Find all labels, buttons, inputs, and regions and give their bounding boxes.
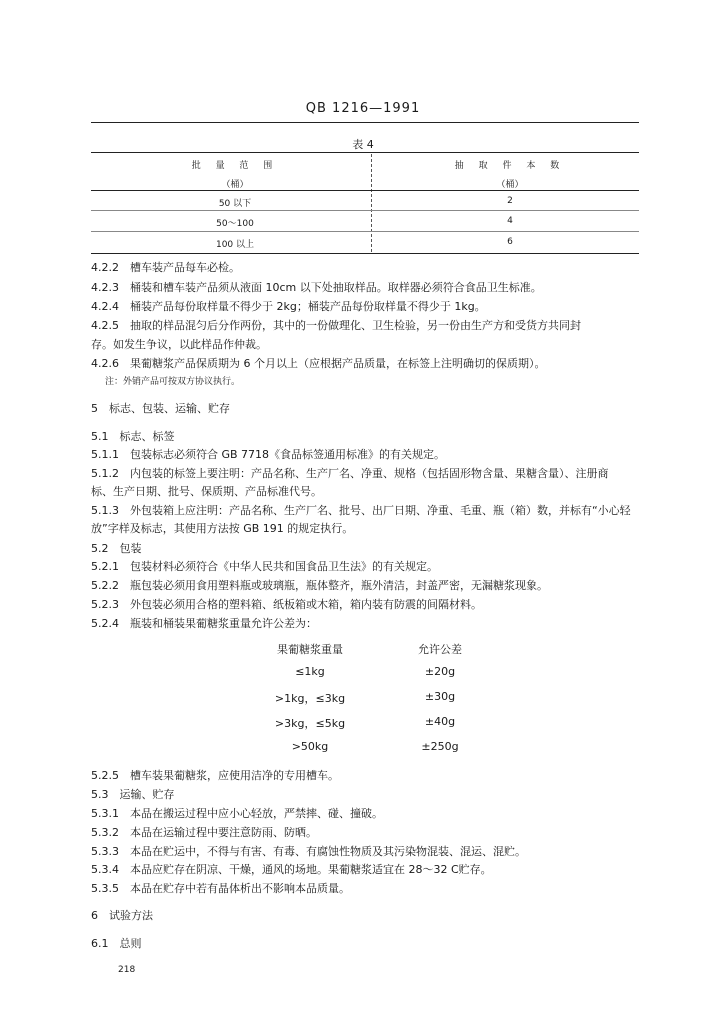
clause-5-3-1: 5.3.1 本品在搬运过程中应小心轻放，严禁摔、碰、撞破。 xyxy=(91,807,383,820)
clause-5-1-3-line1: 5.1.3 外包装箱上应注明：产品名称、生产厂名、批号、出厂日期、净重、毛重、瓶（箱）数，并标有“小心轻 xyxy=(91,504,631,517)
table-header-range-unit: （桶） xyxy=(221,180,249,190)
table-cell-range: 100 以上 xyxy=(215,240,255,250)
clause-5-1-3-line2: 放”字样及标志，其使用方法按 GB 191 的规定执行。 xyxy=(91,522,354,535)
table-cell-range: 50 以下 xyxy=(218,199,252,209)
table-row-rule xyxy=(91,231,639,232)
table-cell-count: 6 xyxy=(507,237,513,247)
weight-table-cell-tolerance: ±40g xyxy=(424,715,456,728)
clause-5-3-2: 5.3.2 本品在运输过程中要注意防雨、防晒。 xyxy=(91,826,317,839)
table-header-range: 批 量 范 围 xyxy=(191,161,279,171)
clause-4-2-6: 4.2.6 果葡糖浆产品保质期为 6 个月以上（应根据产品质量，在标签上注明确切的保质期）。 xyxy=(91,357,546,370)
weight-table-cell-weight: >1kg，≤3kg xyxy=(274,692,346,705)
clause-5-1-2-line1: 5.1.2 内包装的标签上要注明：产品名称、生产厂名、净重、规格（包括固形物含量、果糖含量）、注册商 xyxy=(91,467,609,480)
standard-code-header: QB 1216—1991 xyxy=(305,101,421,116)
clause-5-1-1: 5.1.1 包装标志必须符合 GB 7718《食品标签通用标准》的有关规定。 xyxy=(91,448,446,461)
section-5-title: 5 标志、包装、运输、贮存 xyxy=(91,402,230,415)
note-text: 注：外销产品可按双方协议执行。 xyxy=(105,377,241,387)
weight-table-cell-tolerance: ±30g xyxy=(424,690,456,703)
weight-table-cell-tolerance: ±20g xyxy=(424,665,456,678)
weight-table-cell-weight: >3kg，≤5kg xyxy=(274,717,346,730)
weight-table-cell-tolerance: ±250g xyxy=(421,740,459,753)
clause-5-3: 5.3 运输、贮存 xyxy=(91,788,175,801)
clause-5-3-3: 5.3.3 本品在贮运中，不得与有害、有毒、有腐蚀性物质及其污染物混装、混运、混贮。 xyxy=(91,845,526,858)
section-6-title: 6 试验方法 xyxy=(91,909,153,922)
table-header-rule xyxy=(91,190,639,191)
weight-table-cell-weight: >50kg xyxy=(291,740,329,753)
clause-5-2-5: 5.2.5 槽车装果葡糖浆，应使用洁净的专用槽车。 xyxy=(91,769,339,782)
page-number: 218 xyxy=(118,965,136,975)
clause-5-2-1: 5.2.1 包装材料必须符合《中华人民共和国食品卫生法》的有关规定。 xyxy=(91,560,438,573)
table-cell-count: 4 xyxy=(507,216,513,226)
clause-5-1: 5.1 标志、标签 xyxy=(91,430,175,443)
clause-4-2-5-line1: 4.2.5 抽取的样品混匀后分作两份，其中的一份做理化、卫生检验，另一份由生产方和受货方共同封 xyxy=(91,319,581,332)
clause-5-2-3: 5.2.3 外包装必须用合格的塑料箱、纸板箱或木箱，箱内装有防震的间隔材料。 xyxy=(91,598,482,611)
clause-4-2-5-line2: 存。如发生争议，以此样品作仲裁。 xyxy=(91,338,267,351)
table-caption: 表 4 xyxy=(352,138,374,151)
table-top-rule xyxy=(91,152,639,153)
table-cell-count: 2 xyxy=(507,196,513,206)
table-row-rule xyxy=(91,210,639,211)
clause-5-3-5: 5.3.5 本品在贮存中若有晶体析出不影响本品质量。 xyxy=(91,882,350,895)
clause-4-2-3: 4.2.3 桶装和槽车装产品须从液面 10cm 以下处抽取样品。取样器必须符合食品卫生标准。 xyxy=(91,281,542,294)
header-rule xyxy=(91,122,639,123)
table-cell-range: 50～100 xyxy=(216,219,254,229)
clause-5-3-4: 5.3.4 本品应贮存在阴凉、干燥，通风的场地。果葡糖浆适宜在 28～32 C贮存。 xyxy=(91,863,492,876)
table-header-count: 抽 取 件 本 数 xyxy=(454,161,566,171)
weight-table-header-tolerance: 允许公差 xyxy=(418,643,462,656)
weight-table-header-weight: 果葡糖浆重量 xyxy=(277,643,343,656)
clause-4-2-2: 4.2.2 槽车装产品每车必检。 xyxy=(91,261,240,274)
clause-4-2-4: 4.2.4 桶装产品每份取样量不得少于 2kg；桶装产品每份取样量不得少于 1kg。 xyxy=(91,300,486,313)
clause-5-2-2: 5.2.2 瓶包装必须用食用塑料瓶或玻璃瓶，瓶体整齐，瓶外清洁，封盖严密，无漏糖浆现象。 xyxy=(91,579,548,592)
table-column-divider xyxy=(371,154,372,252)
clause-5-2: 5.2 包装 xyxy=(91,542,142,555)
table-bottom-rule xyxy=(91,253,639,254)
clause-6-1: 6.1 总则 xyxy=(91,937,142,950)
weight-table-cell-weight: ≤1kg xyxy=(295,665,325,678)
clause-5-1-2-line2: 标、生产日期、批号、保质期、产品标准代号。 xyxy=(91,485,322,498)
table-header-count-unit: （桶） xyxy=(496,180,524,190)
clause-5-2-4: 5.2.4 瓶装和桶装果葡糖浆重量允许公差为： xyxy=(91,617,317,630)
